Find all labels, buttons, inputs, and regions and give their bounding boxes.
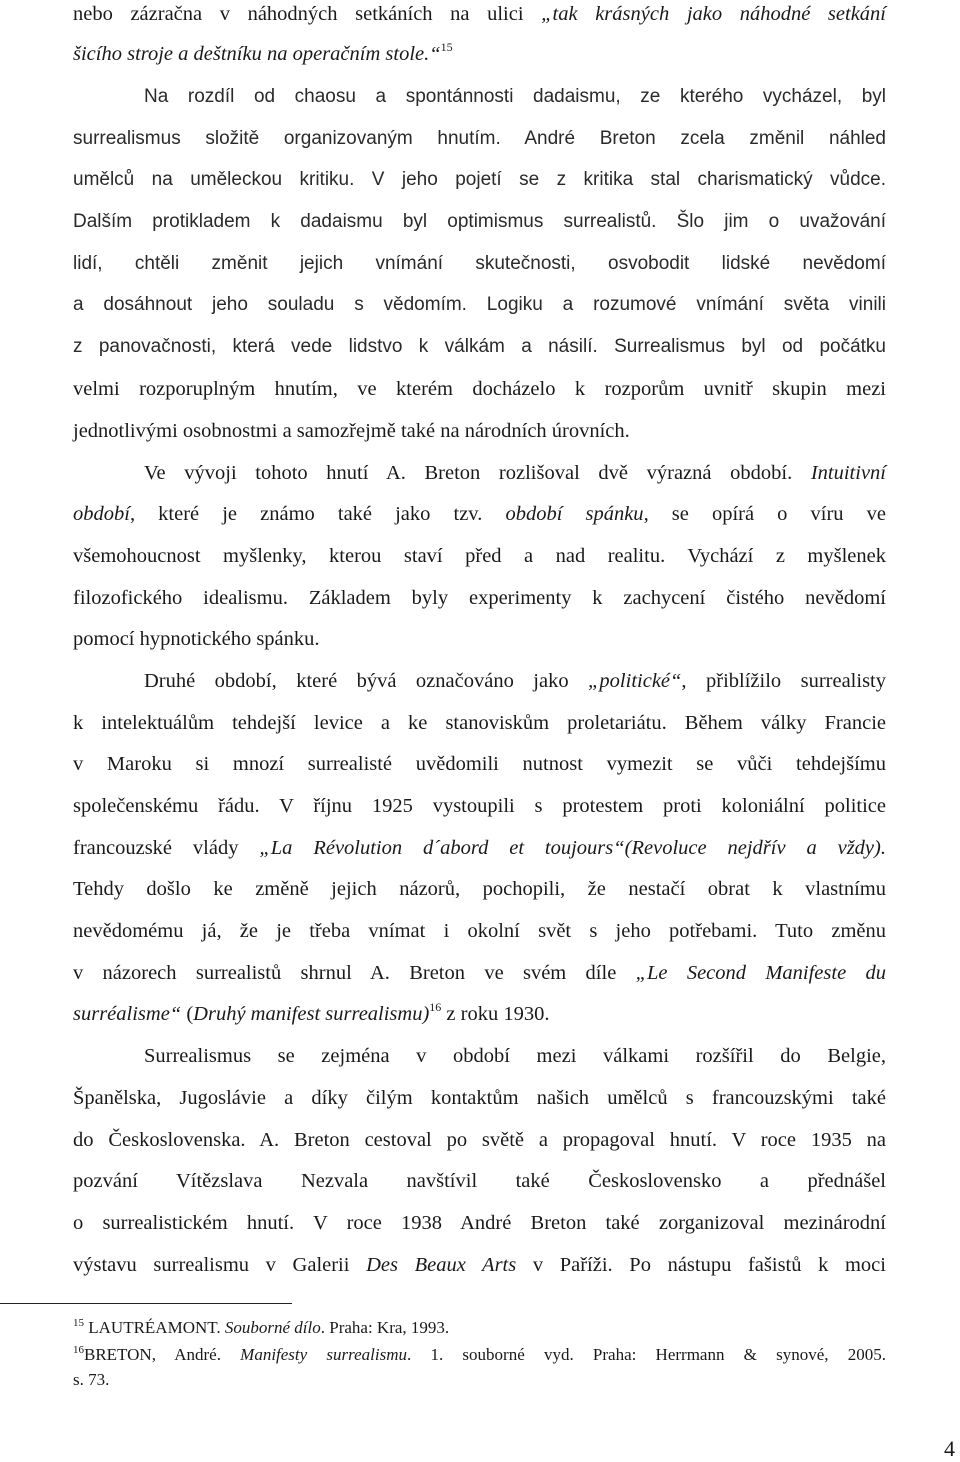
text-line: společenskému řádu. V říjnu 1925 vystoupili s protestem proti koloniální politice (73, 795, 886, 817)
text-line: Na rozdíl od chaosu a spontánnosti dadaismu, ze kterého vycházel, byl (144, 86, 886, 107)
text-line: jednotlivými osobnostmi a samozřejmě také na národních úrovních. (73, 420, 630, 442)
text-line: nevědomému já, že je třeba vnímat i okolní svět s jeho potřebami. Tuto změnu (73, 920, 886, 942)
footnote: $^{16}$BRETON, André. Manifesty surrealismu. 1. souborné vyd. Praha: Herrmann & synové, 2005. (73, 1344, 886, 1364)
text-line: v Maroku si mnozí surrealisté uvědomili nutnost vymezit se vůči tehdejšímu (73, 753, 886, 775)
text-line: francouzské vlády „La Révolution d´abord et toujours“(Revoluce nejdřív a vždy). (73, 837, 886, 859)
text-line: všemohoucnost myšlenky, kterou staví před a nad realitu. Vychází z myšlenek (73, 545, 886, 567)
text-line: výstavu surrealismu v Galerii Des Beaux Arts v Paříži. Po nástupu fašistů k moci (73, 1254, 886, 1276)
text-line: z panovačnosti, která vede lidstvo k válkám a násilí. Surrealismus byl od počátku (73, 336, 886, 357)
text-line: k intelektuálům tehdejší levice a ke stanoviskům proletariátu. Během války Francie (73, 712, 886, 734)
text-line: filozofického idealismu. Základem byly experimenty k zachycení čistého nevědomí (73, 587, 886, 609)
text-line: Tehdy došlo ke změně jejich názorů, pochopili, že nestačí obrat k vlastnímu (73, 878, 886, 900)
text-line: Španělska, Jugoslávie a díky čilým kontaktům našich umělců s francouzskými také (73, 1087, 886, 1109)
text-line: v názorech surrealistů shrnul A. Breton ve svém díle „Le Second Manifeste du (73, 962, 886, 984)
text-line: pomocí hypnotického spánku. (73, 628, 320, 650)
text-line: Druhé období, které bývá označováno jako „politické“, přiblížilo surrealisty (144, 670, 886, 692)
text-line: surréalisme“ (Druhý manifest surrealismu)$^{16}$ z roku 1930. (73, 1000, 550, 1025)
text-line: o surrealistickém hnutí. V roce 1938 André Breton také zorganizoval mezinárodní (73, 1212, 886, 1234)
text-line: nebo zázračna v náhodných setkáních na ulici „tak krásných jako náhodné setkání (73, 3, 886, 25)
text-line: Dalším protikladem k dadaismu byl optimismus surrealistů. Šlo jim o uvažování (73, 211, 886, 232)
page-number: 4 (944, 1436, 955, 1461)
text-line: období, které je známo také jako tzv. období spánku, se opírá o víru ve (73, 503, 886, 525)
text-line: lidí, chtěli změnit jejich vnímání skutečnosti, osvobodit lidské nevědomí (73, 253, 886, 274)
footnote: s. 73. (73, 1370, 110, 1389)
footnote-ref: 15 (440, 40, 453, 54)
footnote-separator (0, 1303, 292, 1304)
text-line: Surrealismus se zejména v období mezi válkami rozšířil do Belgie, (144, 1045, 886, 1067)
footnote: $^{15}$ LAUTRÉAMONT. Souborné dílo. Praha: Kra, 1993. (73, 1317, 450, 1337)
text-line: šicího stroje a deštníku na operačním stole.“$^{15}$ (73, 40, 453, 65)
text-line: surrealismus složitě organizovaným hnutím. André Breton zcela změnil náhled (73, 128, 886, 149)
text-line: do Československa. A. Breton cestoval po světě a propagoval hnutí. V roce 1935 na (73, 1129, 886, 1151)
text-line: Ve vývoji tohoto hnutí A. Breton rozlišoval dvě výrazná období. Intuitivní (144, 462, 886, 484)
footnote-ref: 16 (429, 1000, 442, 1014)
text-line: a dosáhnout jeho souladu s vědomím. Logiku a rozumové vnímání světa vinili (73, 294, 886, 315)
text-line: velmi rozporuplným hnutím, ve kterém docházelo k rozporům uvnitř skupin mezi (73, 378, 886, 400)
text-line: pozvání Vítězslava Nezvala navštívil také Československo a přednášel (73, 1170, 886, 1192)
text-line: umělců na uměleckou kritiku. V jeho pojetí se z kritika stal charismatický vůdce. (73, 169, 886, 190)
